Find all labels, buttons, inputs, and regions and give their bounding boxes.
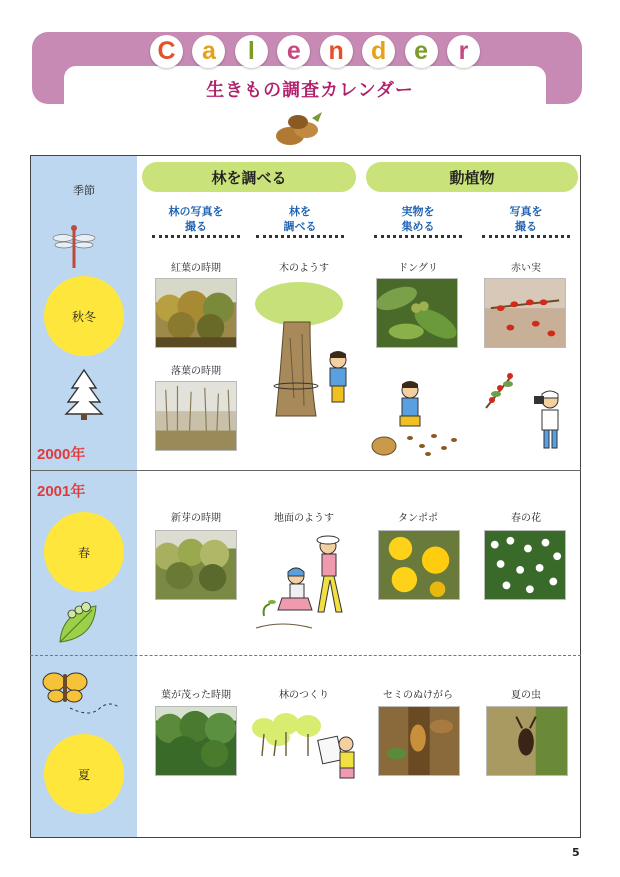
page-number: 5 [572,846,580,859]
child-measuring-tree-illustration [254,278,354,422]
season-label: 秋冬 [71,309,96,324]
column-divider [152,235,240,238]
title-letter: e [405,35,438,68]
season-circle-summer [44,734,124,814]
item-label: 紅葉の時期 [171,263,221,274]
season-circle-spring [44,512,124,592]
photo-summer-beetle [486,706,568,776]
photo-autumn-forest [155,278,237,348]
photo-red-berries [484,278,566,348]
season-heading: 季節 [73,184,95,197]
photo-new-buds-forest [155,530,237,600]
season-label: 夏 [77,767,90,782]
acorn-leaves-icon [268,108,328,148]
child-drawing-forest-illustration [250,710,360,790]
column-divider [482,235,570,238]
child-collecting-acorns-illustration [370,376,464,460]
category-flora-fauna: 動植物 [366,162,578,192]
season-label: 春 [77,545,90,560]
item-label: 地面のようす [274,513,334,524]
column-divider [374,235,462,238]
item-label: 新芽の時期 [171,513,221,524]
column-header: 写真を 撮る [509,205,543,233]
item-label: タンポポ [398,513,438,524]
item-label: ドングリ [398,263,438,274]
column-header: 林の写真を 撮る [168,205,224,233]
title-letter: e [277,35,310,68]
page-title [150,35,480,71]
row-divider [30,655,581,656]
butterfly-icon [40,668,124,724]
title-letter: r [447,35,480,68]
title-letter: C [150,35,183,68]
row-divider [30,470,581,471]
photo-dandelions [378,530,460,600]
item-label: 木のようす [279,263,329,274]
title-letter: a [192,35,225,68]
item-label: セミのぬけがら [383,690,453,701]
photo-bare-forest [155,381,237,451]
child-photographing-illustration [480,364,570,454]
category-forest: 林を調べる [142,162,356,192]
children-examining-ground-illustration [252,532,356,636]
item-label: 夏の虫 [511,690,541,701]
item-label: 赤い実 [511,263,541,274]
column-header: 実物を 集める [401,205,435,233]
photo-cicada-shell [378,706,460,776]
season-circle-autumn-winter [44,276,124,356]
page-subtitle: 生きもの調査カレンダー [206,80,414,101]
year-label-2000: 2000年 [37,446,86,463]
title-letter: d [362,35,395,68]
item-label: 落葉の時期 [171,366,221,377]
title-letter: l [235,35,268,68]
dragonfly-icon [52,222,96,272]
item-label: 葉が茂った時期 [161,690,231,701]
photo-summer-forest [155,706,237,776]
snowy-tree-icon [64,368,104,420]
column-header: 林を 調べる [283,205,317,233]
caterpillar-leaf-icon [56,598,104,648]
title-letter: n [320,35,353,68]
year-label-2001: 2001年 [37,483,86,500]
column-divider [256,235,344,238]
item-label: 林のつくり [279,690,329,701]
photo-spring-flowers [484,530,566,600]
item-label: 春の花 [511,513,541,524]
photo-acorns [376,278,458,348]
